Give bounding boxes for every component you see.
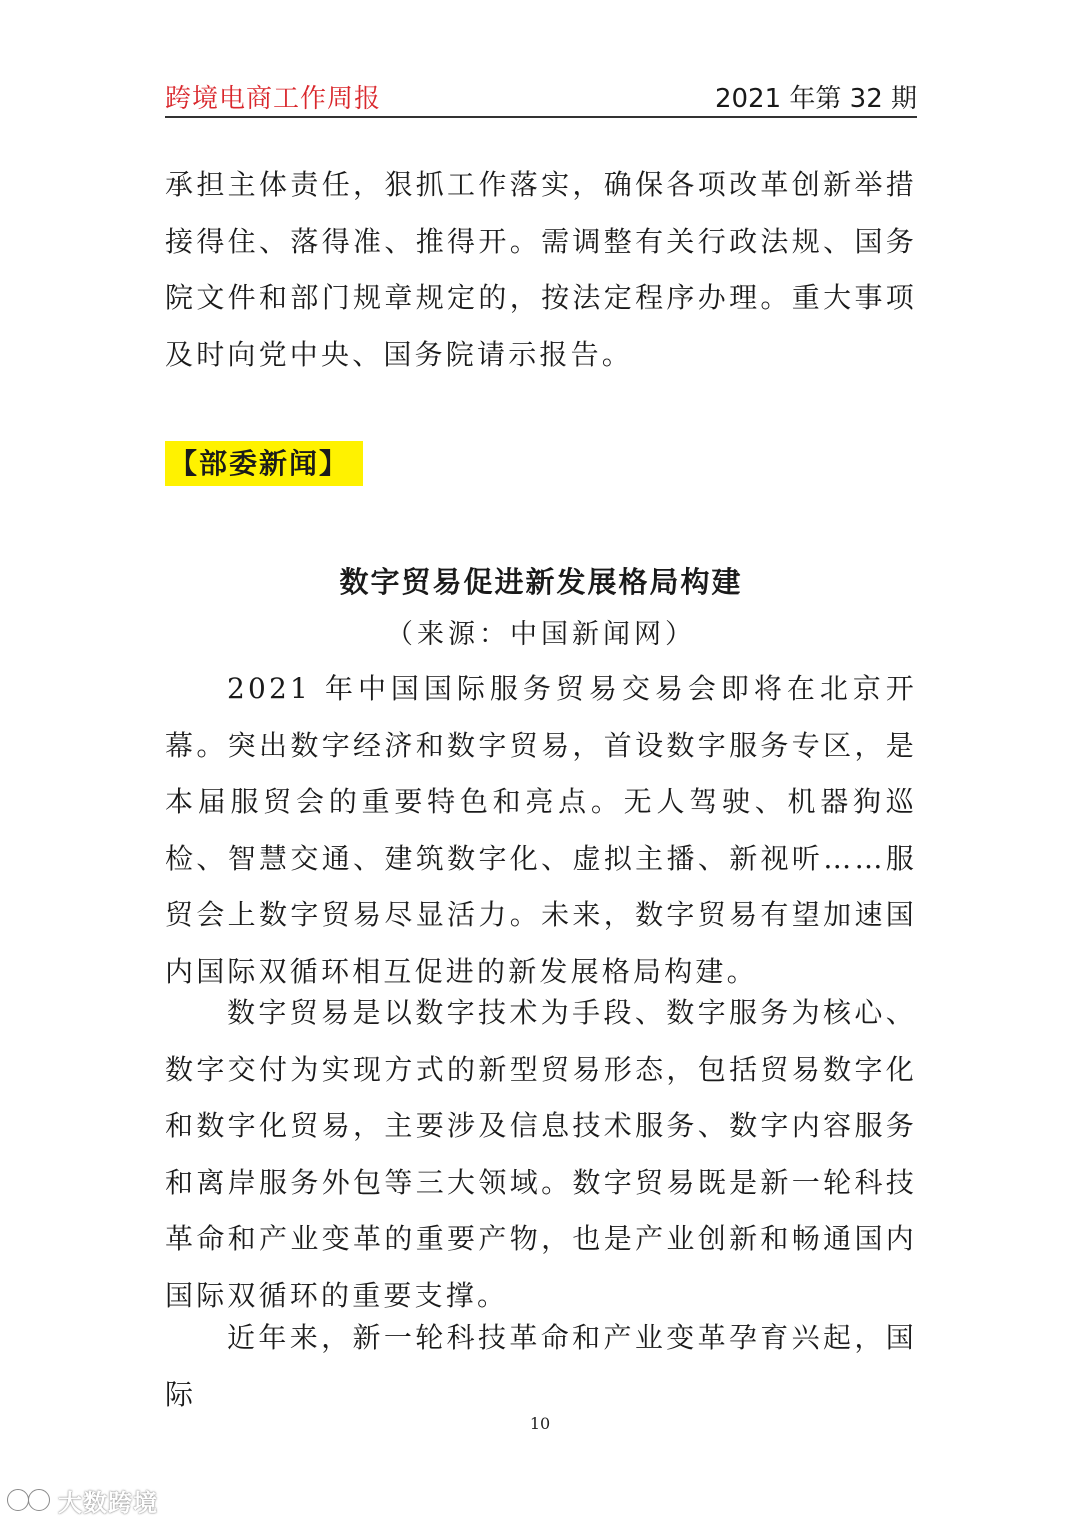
page-header: [165, 74, 917, 118]
issue-number: 2021 年第 32 期: [714, 84, 917, 114]
watermark-text: 大数跨境: [58, 1488, 158, 1517]
article-source: （来源：中国新闻网）: [386, 619, 696, 650]
section-tag: 【部委新闻】: [165, 441, 363, 486]
page-number: 10: [529, 1414, 551, 1433]
dashuo-logo-icon: [6, 1486, 52, 1514]
continuation-paragraph: 承担主体责任，狠抓工作落实，确保各项改革创新举措接得住、落得准、推得开。需调整有关行政法规、国务院文件和部门规章规定的，按法定程序办理。重大事项及时向党中央、国务院请示报告。: [165, 168, 917, 371]
watermark: [6, 1483, 158, 1517]
article-paragraph-1: 2021 年中国国际服务贸易交易会即将在北京开幕。突出数字经济和数字贸易，首设数字服务专区，是本届服贸会的重要特色和亮点。无人驾驶、机器狗巡检、智慧交通、建筑数字化、虚拟主播、新视听……服贸会上数字贸易尽显活力。未来，数字贸易有望加速国内国际双循环相互促进的新发展格局构建。: [165, 672, 917, 988]
article-paragraph-2: 数字贸易是以数字技术为手段、数字服务为核心、数字交付为实现方式的新型贸易形态，包括贸易数字化和数字化贸易，主要涉及信息技术服务、数字内容服务和离岸服务外包等三大领域。数字贸易既是新一轮科技革命和产业变革的重要产物，也是产业创新和畅通国内国际双循环的重要支撑。: [165, 996, 917, 1312]
publication-title: 跨境电商工作周报: [165, 84, 382, 114]
article-paragraph-3: 近年来，新一轮科技革命和产业变革孕育兴起，国际: [165, 1321, 917, 1411]
article-title: 数字贸易促进新发展格局构建: [339, 565, 743, 599]
